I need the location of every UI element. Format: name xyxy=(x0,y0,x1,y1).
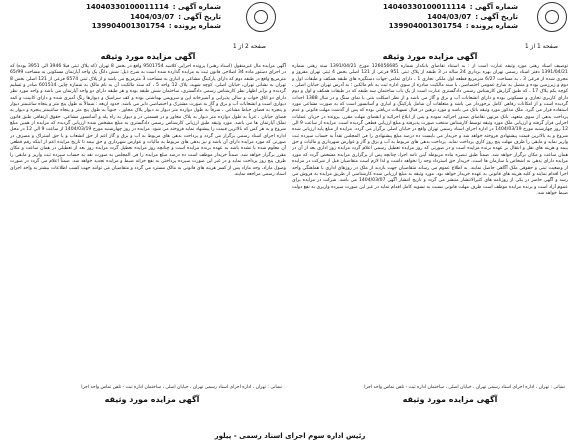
footer-title-right: آگهی مزایده مورد وثیقه xyxy=(402,395,498,404)
header-left xyxy=(21,3,221,32)
notice-date-label: تاریخ آگهی : xyxy=(178,12,221,21)
header-right xyxy=(318,3,518,32)
footnote-right: نشانی : تهران ، اداره اجرای اسناد رسمی تهران ، خیابان اصلی ، ساختمان اداره ثبت - تلفن تماس واحد اجرا xyxy=(364,385,565,390)
column-body: توصیف اسناد رهنی مورد وثیقه عبارت است از : به استناد تقاضای بانکدار شماره 126056685 مورخ 1391/04/21 سند رهنی شماره 1391/04/21 دفتر اسناد رسمی تهران بهره برداری 24 ساله در 3 طبقه از پلاک ثبتی 951 فرعی از 121 اصلی بخش 4 ثبتی تهران مفروز و مجزی شده از فرعی 3 ، به مساحت 6/27 مترمربع قطعه اول ملکی تجاری 1 ، دارای تمامی جهات دستگیره های طبقه همکف و طبقات اول و دوم و زیرزمین بوده و متصل به شارع عمومی اختصاصی، با سند مالکیت صادره از سوی اداره ثبت به نام مالکین ؛ به آدرس تهران خیابان اصلی ، کوچه یکم پلاک 17 ، که طبق گزارش کارشناس رسمی دادگستری عبارت است از یک باب ساختمان سه طبقه که در طبقات همکف و اول و دوم دارای کاربری تجاری و مسکونی بوده و دارای انشعابات آب و برق و گاز می باشد و از نظر اسکلت بتنی با نمای سنگ و در سال 1388 احداث گردیده است و از امکانات رفاهی کامل برخوردار می باشد و متعلقات آن شامل پارکینگ و انباری و آسانسور است که به صورت مشاعی مورد استفاده قرار می گیرد. ملک مذکور مورد وثیقه بانک می باشد و مورد ترهین در قبال تسهیلات دریافتی بوده که پس از گذشت مهلت قانونی و عدم پرداخت بدهی از سوی متعهد، بانک مرتهن تقاضای صدور اجرائیه نموده و پس از ابلاغ اجرائیه و انقضای مهلت مقرر، پرونده در جریان عملیات اجرایی قرار گرفته و ارزیابی ملک مورد وثیقه توسط کارشناس منتخب صورت پذیرفته و مبلغ ارزیابی قطعی گردیده است. مزایده از ساعت 9 الی 12 روز چهارشنبه مورخ 1404/03/19 در اداره اجرای اسناد رسمی تهران واقع در خیابان اصلی برگزار می گردد. مزایده از مبلغ پایه ارزیابی شده شروع و به بالاترین قیمت پیشنهادی فروخته خواهد شد و خریدار می بایست ده درصد مبلغ پیشنهادی را فی المجلس نقداً به حساب سپرده ثبت واریز نماید و مابقی را ظرف مهلت پنج روز کاری پرداخت نماید. پرداخت بدهی های مربوط به آب و برق و گاز و عوارض شهرداری و مالیات و حق بیمه و هزینه های نقل و انتقال بر عهده برنده مزایده است و در صورتی که روز مزایده تعطیل رسمی اعلام گردد مزایده روز اداری بعد از آن در همان ساعت و مکان برگزار خواهد شد. ضمناً طبق تبصره ماده مربوطه آیین نامه اجرا، چنانچه پس از برگزاری مزایده مشخص گردد که مورد مزایده دارای بدهی به اشخاص یا سازمان ها است، خریدار حق استرداد وجه را نخواهد داشت و لذا لازم است متقاضیان قبل از شرکت در مزایده از وضعیت ثبتی و حقوقی ملک آگاهی حاصل نمایند. به اطلاع عموم می رساند متقاضیان جهت بازدید از ملک در روزهای اداری با هماهنگی واحد اجرا اقدام نمایند و کلیه هزینه های قانونی به عهده خریدار خواهد بود. مورد وثیقه به مبلغ ارزیابی شده کارشناسی از طریق مزایده به فروش می رسد و آگهی حاضر در یکی از روزنامه های کثیرالانتشار منتشر می گردد و تاریخ انتشار آگهی 1404/03/07 می باشد. شرکت در مزایده برای عموم آزاد است و برنده مزایده موظف است ظرف مهلت قانونی نسبت به تسویه کامل اقدام نماید در غیر این صورت سپرده واریزی به نفع دولت ضبط خواهد شد. xyxy=(292,64,568,196)
column-body: آگهی مزایده مال غیرمنقول (اسناد رهنی) پرونده اجرایی کلاسه 9501754 واقع در بخش 8 تهران (که پلاک ثبتی فیلا 3946 الی 3951 بوده) که در اجرای دستور ماده 34 اصلاحی قانون ثبت به مزایده گذارده شده است به شرح ذیل: شش دانگ یک واحد آپارتمان مسکونی به مساحت 65/99 مترمربع واقع در طبقه دوم که دارای پارکینگ مشاعی و انباری به مساحت 3 مترمربع می باشد و از پلاک ثبتی 6574 فرعی از 121 اصلی بخش 8 تهران به نشانی تهران، خیابان اصلی، کوچه شهید، پلاک 12 واحد 5 ، که سند مالکیت آن به نام مالک به شماره چاپی 601514 صادر و تسلیم گردیده و برابر اظهار نظر کارشناس رسمی دادگستری، ساختمان شش طبقه بوده و هر طبقه دارای دو واحد آپارتمان می باشد و واحد مورد نظر دارای دو اتاق خواب و سالن پذیرایی و آشپزخانه اپن و سرویس بهداشتی بوده و کف سرامیک و دیوارها رنگ آمیزی شده و دارای کابینت و کمد دیواری است و انشعابات آب و برق و گاز به صورت مشترک و اختصاصی دایر می باشد. حدود اربعه : شمالاً به طول پنج متر و پنجاه سانتیمتر دیوار و پنجره به فضای حیاط مشاعی ، شرقاً به طول دوازده متر دیوار به دیوار پلاک مجاور ، جنوباً به طول پنج متر و پنجاه سانتیمتر پنجره و دیوار به فضای خیابان ، غرباً به طول دوازده متر دیوار به پلاک مجاور و در قسمتی در و دیوار به راه پله و آسانسور مشاعی. حقوق ارتفاقی طبق قانون تملک آپارتمان ها می باشد. مورد وثیقه طبق ارزیابی کارشناس رسمی دادگستری به مبلغ مشخص شده ارزیابی گردیده که مزایده از همین مبلغ شروع و به هر کس که بالاترین قیمت را پیشنهاد نماید فروخته می شود. مزایده در روز چهارشنبه مورخ 1404/03/19 از ساعت 9 الی 12 در محل اداره اجرای اسناد رسمی برگزار می گردد و پرداخت بدهی های مربوط به آب و برق و گاز اعم از حق انشعاب و یا حق اشتراک و مصرف در صورتی که مورد مزایده دارای آن باشد و نیز بدهی های مربوط به مالیات و عوارض شهرداری و حق بیمه تا تاریخ مزایده اعم از اینکه رقم قطعی آن معلوم شده یا نشده باشد به عهده برنده مزایده است و چنانچه روز مزایده تعطیل گردد مزایده روز بعد از تعطیلی در همان ساعت و مکان مقرر برگزار خواهد شد. ضمناً خریدار موظف است ده درصد مبلغ مزایده را فی المجلس به صورت نقد به حساب سپرده ثبت واریز و مابقی را ظرف پنج روز پرداخت نماید و در غیر این صورت سپرده پرداختی به نفع خزانه ضبط و مزایده تجدید خواهد شد. ضمناً اعلام می گردد در صورت وصول مازاد، وجه مازاد پس از کسر هزینه های قانونی به مالک مسترد می گردد و متقاضیان می توانند جهت کسب اطلاعات بیشتر به واحد اجرای اسناد رسمی مراجعه نمایند. xyxy=(10,64,286,177)
notice-column-right xyxy=(292,52,568,382)
notice-number-value: 14040330100011114 xyxy=(85,3,169,11)
notice-number-value: 14040330100011114 xyxy=(382,3,466,11)
column-title: آگهی مزایده مورد وثیقه xyxy=(382,52,478,61)
notice-column-left xyxy=(10,52,286,382)
signature-line: رئیس اداره سوم اجرای اسناد رسمی - پیلور xyxy=(214,432,366,440)
case-number-value: 139904001301754 xyxy=(91,22,165,30)
official-seal-left xyxy=(246,2,276,32)
page-number-left: صفحه 2 از 1 xyxy=(232,43,266,50)
case-number-label: شماره پرونده : xyxy=(465,22,518,30)
page-number-right: صفحه 1 از 1 xyxy=(524,43,558,50)
case-number-value: 139904001301754 xyxy=(388,22,462,30)
column-title: آگهی مزایده مورد وثیقه xyxy=(100,52,196,61)
notice-number-label: شماره آگهی : xyxy=(172,3,221,11)
notice-date-value: 1404/03/07 xyxy=(427,12,472,21)
notice-date-label: تاریخ آگهی : xyxy=(475,12,518,21)
notice-date-value: 1404/03/07 xyxy=(130,12,175,21)
official-seal-right xyxy=(537,2,567,32)
footer-title-left: آگهی مزایده مورد وثیقه xyxy=(104,395,200,404)
footnote-left: نشانی : تهران ، اداره اجرای اسناد رسمی تهران ، خیابان اصلی ، ساختمان اداره ثبت - تلفن تماس واحد اجرا xyxy=(81,385,282,390)
case-number-label: شماره پرونده : xyxy=(168,22,221,30)
notice-number-label: شماره آگهی : xyxy=(469,3,518,11)
